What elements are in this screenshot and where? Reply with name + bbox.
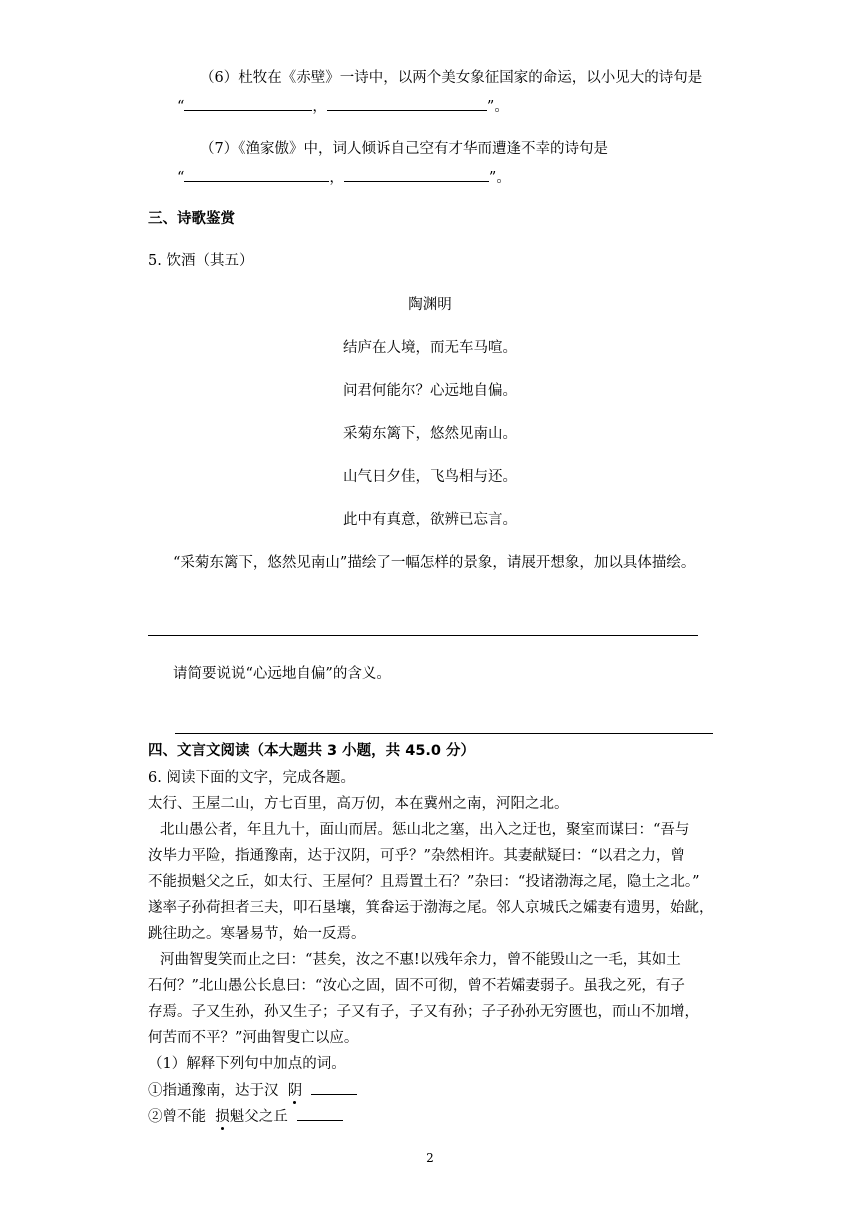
passage-line: 跳往助之。寒暑易节，始一反焉。 [148, 926, 366, 942]
page-number: 2 [426, 1151, 434, 1165]
passage-line: 存焉。子又生孙，孙又生子；子又有子，子又有孙；子子孙孙无穷匮也，而山不加增， [148, 1004, 699, 1020]
q6-text: （6）杜牧在《赤壁》一诗中，以两个美女象征国家的命运，以小见大的诗句是 [200, 70, 703, 86]
passage-line: 不能损魁父之丘，如太行、王屋何？且焉置土石？”杂曰：“投诸渤海之尾，隐土之北。” [148, 874, 700, 890]
passage-line: 石何？”北山愚公长息曰：“汝心之固，固不可彻，曾不若孀妻弱子。虽我之死，有子 [148, 978, 685, 994]
passage-line: 遂率子孙荷担者三夫，叩石垦壤，箕畚运于渤海之尾。邻人京城氏之孀妻有遗男，始龀， [148, 900, 714, 916]
answer-line-2[interactable] [175, 733, 713, 734]
q6-blank-1[interactable] [184, 96, 312, 111]
q6-blanks: “ ， ”。 [177, 96, 509, 117]
q6-blank-2[interactable] [327, 96, 487, 111]
q7-blanks: “ ， ”。 [177, 167, 511, 188]
sub-question-1: （1）解释下列句中加点的词。 [148, 1056, 346, 1072]
section-3-heading: 三、诗歌鉴赏 [148, 211, 235, 227]
poem-question-2: 请简要说说“心远地自偏”的含义。 [173, 666, 391, 682]
dotted-word-2: 损 [215, 1109, 230, 1125]
item-1-blank[interactable] [311, 1080, 357, 1095]
poem-question-1: “采菊东篱下，悠然见南山”描绘了一幅怎样的景象，请展开想象，加以具体描绘。 [173, 555, 696, 571]
poem-line: 采菊东篱下，悠然见南山。 [343, 426, 517, 442]
dotted-word-1: 阴 [287, 1083, 303, 1099]
poem-line: 此中有真意，欲辨已忘言。 [343, 512, 517, 528]
passage-line: 太行、王屋二山，方七百里，高万仞，本在冀州之南，河阳之北。 [148, 796, 569, 812]
passage-line: 河曲智叟笑而止之曰：“甚矣，汝之不惠!以残年余力，曾不能毁山之一毛，其如土 [160, 952, 681, 968]
passage-line: 何苦而不平？”河曲智叟亡以应。 [148, 1030, 359, 1046]
section-4-heading: 四、文言文阅读（本大题共 3 小题，共 45.0 分） [148, 743, 476, 759]
answer-line-1[interactable] [148, 635, 698, 636]
q7-text: （7）《渔家傲》中，词人倾诉自己空有才华而遭逢不幸的诗句是 [200, 141, 608, 157]
q7-blank-1[interactable] [184, 167, 329, 182]
item-2: ②曾不能 损魁父之丘 [148, 1106, 343, 1127]
passage-intro: 6. 阅读下面的文字，完成各题。 [148, 770, 355, 786]
poem-author: 陶渊明 [408, 297, 452, 313]
poem-line: 山气日夕佳，飞鸟相与还。 [343, 469, 517, 485]
passage-line: 汝毕力平险，指通豫南，达于汉阴，可乎？”杂然相许。其妻献疑曰：“以君之力，曾 [148, 848, 685, 864]
passage-line: 北山愚公者，年且九十，面山而居。惩山北之塞，出入之迂也，聚室而谋曰：“吾与 [160, 822, 690, 838]
poem-line: 问君何能尔？心远地自偏。 [343, 383, 517, 399]
q7-blank-2[interactable] [344, 167, 489, 182]
poem-title: 5. 饮酒（其五） [148, 253, 254, 269]
item-1: ①指通豫南，达于汉 阴 [148, 1080, 357, 1101]
item-2-blank[interactable] [297, 1106, 343, 1121]
poem-line: 结庐在人境，而无车马喧。 [343, 340, 517, 356]
